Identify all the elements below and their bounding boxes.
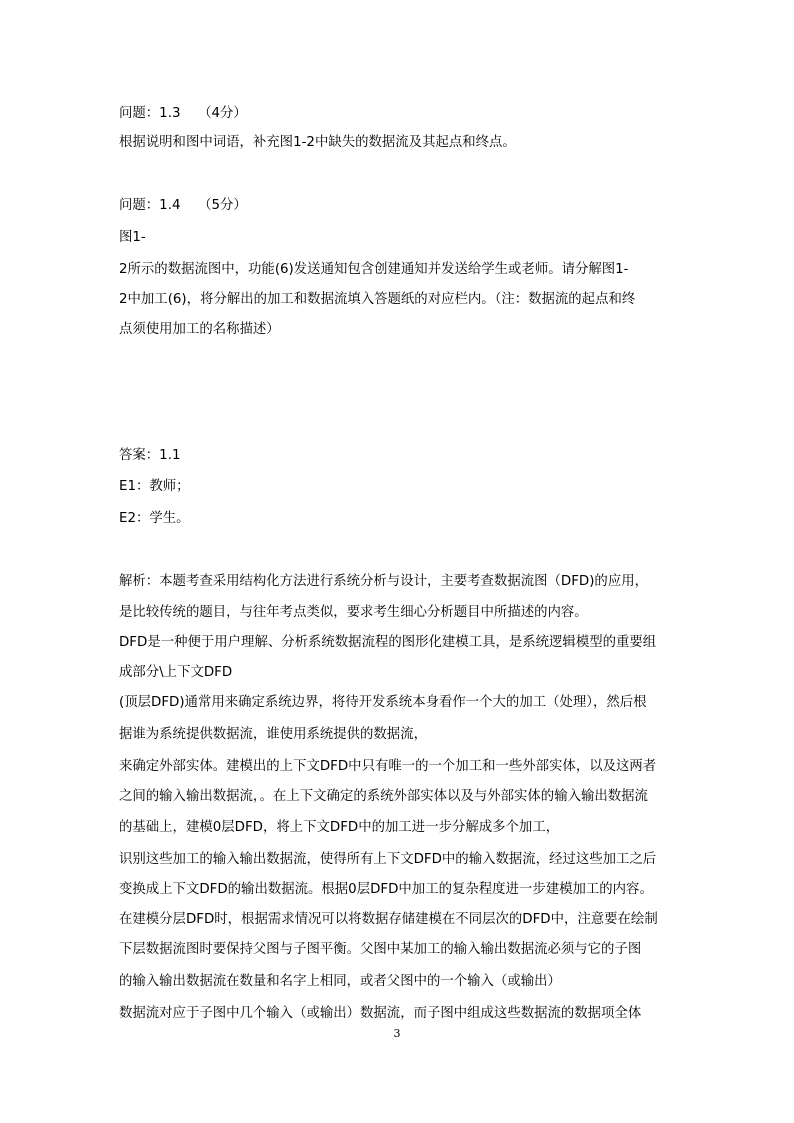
analysis-line: 下层数据流图时要保持父图与子图平衡。父图中某加工的输入输出数据流必须与它的子图 (119, 942, 642, 957)
analysis-line: 之间的输入输出数据流，。在上下文确定的系统外部实体以及与外部实体的输入输出数据流 (119, 789, 648, 804)
question-1-3-heading: 问题：1.3 （4分） (119, 106, 247, 121)
page-number: 3 (393, 1027, 401, 1040)
analysis-line: 变换成上下文DFD的输出数据流。根据0层DFD中加工的复杂程度进一步建模加工的内容。 (119, 882, 653, 897)
analysis-line: 是比较传统的题目，与往年考点类似，要求考生细心分析题目中所描述的内容。 (119, 605, 588, 620)
analysis-line: 在建模分层DFD时，根据需求情况可以将数据存储建模在不同层次的DFD中，注意要在绘制 (119, 912, 658, 927)
analysis-line: (顶层DFD)通常用来确定系统边界，将待开发系统本身看作一个大的加工（处理），然后根 (119, 695, 647, 710)
answer-line: E1：教师； (119, 479, 190, 494)
analysis-line: 解析：本题考查采用结构化方法进行系统分析与设计，主要考查数据流图（DFD)的应用， (119, 574, 648, 589)
question-1-4-line: 2所示的数据流图中，功能(6)发送通知包含创建通知并发送给学生或老师。请分解图1- (119, 262, 629, 277)
analysis-line: 的输入输出数据流在数量和名字上相同，或者父图中的一个输入（或输出） (119, 974, 561, 989)
analysis-line: DFD是一种便于用户理解、分析系统数据流程的图形化建模工具，是系统逻辑模型的重要组 (119, 635, 657, 650)
analysis-line: 的基础上，建模0层DFD，将上下文DFD中的加工进一步分解成多个加工， (119, 820, 560, 835)
analysis-line: 成部分\上下文DFD (119, 665, 233, 680)
answer-line: E2：学生。 (119, 511, 190, 526)
answer-heading: 答案：1.1 (119, 448, 181, 463)
question-1-4-line: 图1- (119, 230, 146, 245)
question-1-4-line: 2中加工(6)，将分解出的加工和数据流填入答题纸的对应栏内。（注：数据流的起点和终 (119, 292, 636, 307)
question-1-3-text: 根据说明和图中词语，补充图1-2中缺失的数据流及其起点和终点。 (119, 135, 516, 150)
question-1-4-heading: 问题：1.4 （5分） (119, 198, 247, 213)
analysis-line: 来确定外部实体。建模出的上下文DFD中只有唯一的一个加工和一些外部实体，以及这两者 (119, 759, 657, 774)
analysis-line: 据谁为系统提供数据流，谁使用系统提供的数据流， (119, 727, 427, 742)
analysis-line: 识别这些加工的输入输出数据流，使得所有上下文DFD中的输入数据流，经过这些加工之后 (119, 852, 657, 867)
question-1-4-line: 点须使用加工的名称描述） (119, 322, 280, 337)
analysis-line: 数据流对应于子图中几个输入（或输出）数据流，而子图中组成这些数据流的数据项全体 (119, 1006, 642, 1021)
